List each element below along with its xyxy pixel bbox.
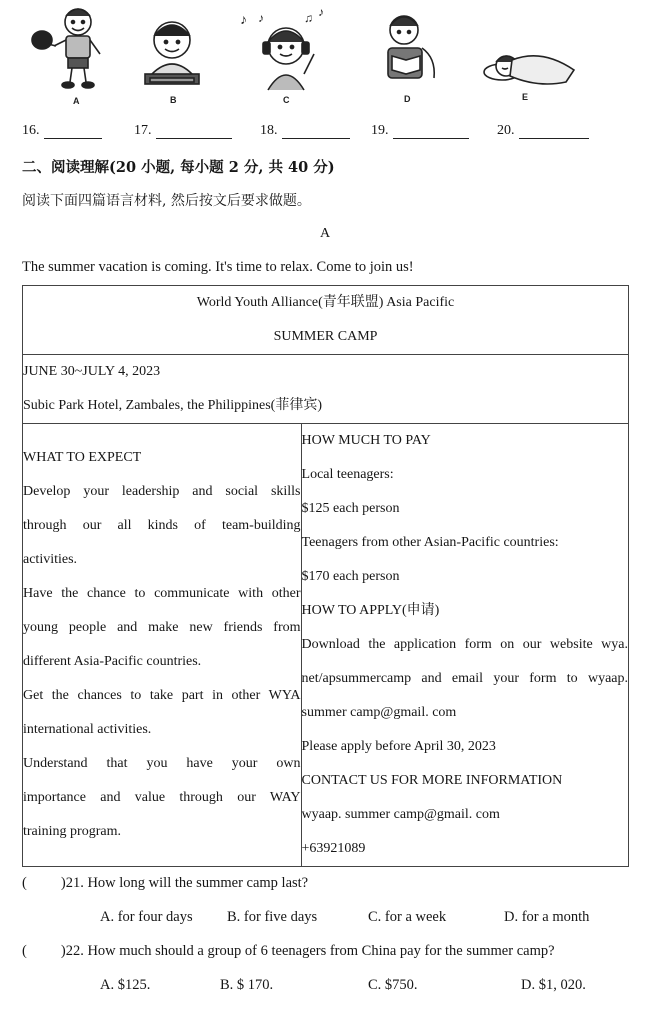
boy-eating-meal-icon — [145, 22, 199, 84]
pay-line: $125 each person — [301, 501, 400, 516]
notice-org: World Youth Alliance(青年联盟) Asia Pacific — [196, 295, 455, 310]
apply-line: Please apply before April 30, 2023 — [301, 739, 496, 754]
expect-line: young people and make new friends from — [23, 620, 301, 635]
option-21-c[interactable]: C. for a week — [368, 909, 447, 925]
svg-text:♫: ♫ — [304, 11, 313, 25]
pay-line: Teenagers from other Asian-Pacific countries: — [301, 535, 559, 550]
picture-strip — [0, 0, 653, 112]
answer-paren-open[interactable]: ( — [22, 875, 27, 891]
expect-line: importance and value through our WAY — [23, 790, 301, 805]
boy-playing-table-tennis-icon — [32, 9, 100, 88]
answer-blank-19[interactable] — [371, 123, 469, 139]
expect-line: international activities. — [23, 722, 152, 737]
answer-blank-17[interactable] — [134, 123, 232, 139]
contact-phone: +63921089 — [301, 841, 366, 856]
contact-heading: CONTACT US FOR MORE INFORMATION — [301, 773, 563, 788]
notice-place: Subic Park Hotel, Zambales, the Philippines(菲律宾) — [23, 398, 323, 413]
apply-line: summer camp@gmail. com — [301, 705, 457, 720]
answer-blank-18[interactable] — [260, 123, 350, 139]
blank-number: 19. — [371, 123, 389, 138]
expect-line: Get the chances to take part in other WYA — [23, 688, 301, 703]
how-to-apply-heading: HOW TO APPLY(申请) — [301, 603, 440, 618]
option-21-d[interactable]: D. for a month — [504, 909, 590, 925]
boy-reading-book-icon — [388, 16, 434, 78]
option-21-a[interactable]: A. for four days — [100, 909, 193, 925]
answer-paren-open[interactable]: ( — [22, 943, 27, 959]
spacer — [23, 424, 301, 441]
pay-line: $170 each person — [301, 569, 400, 584]
picture-label-c: C — [283, 95, 290, 105]
apply-line: Download the application form on our website wya. — [301, 637, 628, 652]
picture-label-e: E — [522, 92, 529, 102]
question-text: 21. How long will the summer camp last? — [65, 875, 309, 891]
question-22 — [22, 943, 555, 960]
question-21 — [22, 875, 308, 892]
section-title: 二、阅读理解(20 小题, 每小题 2 分, 共 40 分) — [22, 159, 335, 176]
expect-line: activities. — [23, 552, 78, 567]
what-to-expect-cell — [23, 424, 302, 867]
svg-text:♪: ♪ — [318, 5, 324, 19]
picture-label-a: A — [73, 96, 80, 106]
svg-text:♪: ♪ — [240, 13, 247, 28]
option-22-b[interactable]: B. $ 170. — [220, 977, 274, 993]
answer-paren-close: ) — [60, 943, 66, 959]
notice-info-cell — [23, 355, 629, 424]
camp-notice-table — [22, 285, 629, 867]
apply-line: net/apsummercamp and email your form to wyaap. — [301, 671, 628, 686]
option-22-a[interactable]: A. $125. — [100, 977, 151, 993]
passage-letter: A — [320, 226, 331, 241]
pay-line: Local teenagers: — [301, 467, 394, 482]
what-to-expect-heading: WHAT TO EXPECT — [23, 450, 142, 465]
expect-line: Understand that you have your own — [23, 756, 301, 771]
svg-text:♪: ♪ — [258, 11, 264, 25]
notice-dates: JUNE 30~JULY 4, 2023 — [23, 364, 161, 379]
girl-sleeping-icon — [484, 56, 574, 84]
expect-line: different Asia-Pacific countries. — [23, 654, 202, 669]
blank-number: 18. — [260, 123, 278, 138]
notice-title: SUMMER CAMP — [273, 329, 378, 344]
expect-line: training program. — [23, 824, 121, 839]
answer-blank-16[interactable] — [22, 123, 102, 139]
answer-paren-close: ) — [60, 875, 66, 891]
question-text: 22. How much should a group of 6 teenagers from China pay for the summer camp? — [65, 943, 555, 959]
section-instruction: 阅读下面四篇语言材料, 然后按文后要求做题。 — [22, 193, 311, 209]
blank-number: 17. — [134, 123, 152, 138]
picture-label-d: D — [404, 94, 411, 104]
blank-number: 16. — [22, 123, 40, 138]
option-22-d[interactable]: D. $1, 020. — [521, 977, 586, 993]
option-21-b[interactable]: B. for five days — [227, 909, 318, 925]
expect-line: through our all kinds of team-building — [23, 518, 301, 533]
answer-blank-20[interactable] — [497, 123, 589, 139]
contact-email: wyaap. summer camp@gmail. com — [301, 807, 500, 822]
blank-number: 20. — [497, 123, 515, 138]
picture-label-b: B — [170, 95, 177, 105]
pay-apply-contact-cell — [301, 424, 628, 867]
expect-line: Have the chance to communicate with other — [23, 586, 301, 601]
how-much-to-pay-heading: HOW MUCH TO PAY — [301, 433, 431, 448]
option-22-c[interactable]: C. $750. — [368, 977, 418, 993]
expect-line: Develop your leadership and social skills — [23, 484, 301, 499]
boy-listening-music-icon — [240, 5, 324, 90]
passage-intro: The summer vacation is coming. It's time to relax. Come to join us! — [22, 259, 414, 275]
notice-header-cell — [23, 286, 629, 355]
